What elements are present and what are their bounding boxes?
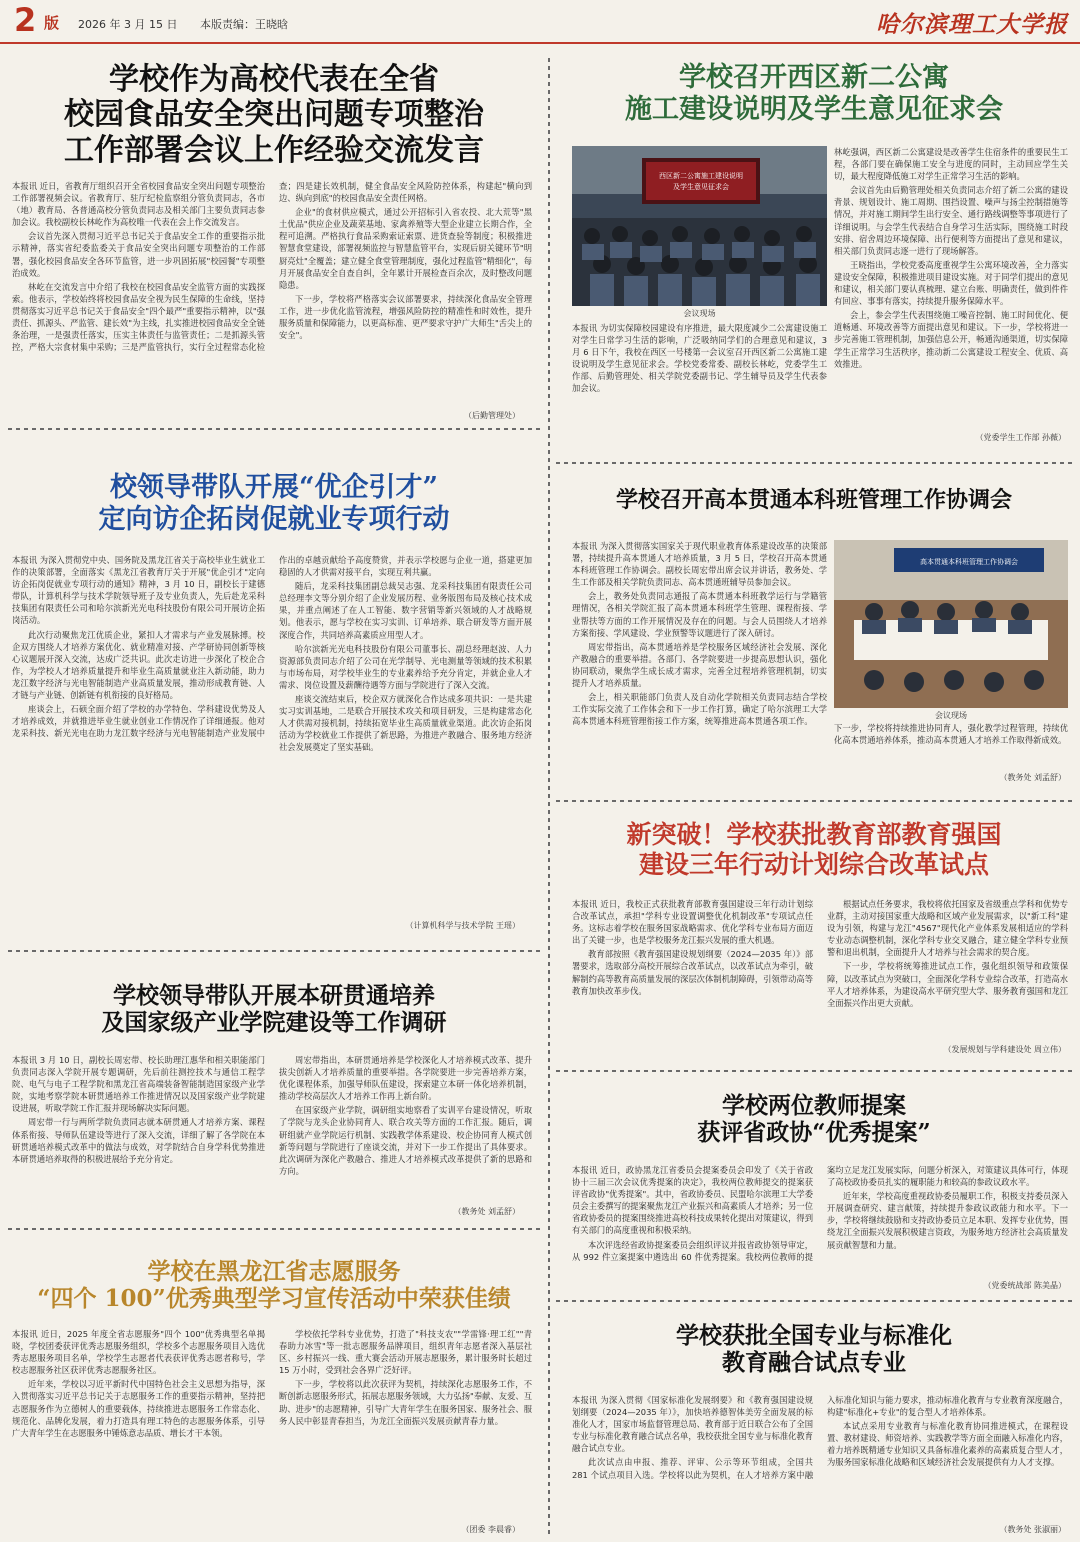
page-label: 版 [44,14,60,32]
a5-title-line: 建设三年行动计划综合改革试点 [638,849,989,879]
a5-title-line: 新突破！学校获批教育部教育强国 [626,820,1002,849]
a5-title [556,820,1072,879]
a9-title-line: 教育融合试点专业 [722,1349,906,1377]
meeting-photo [834,540,1068,708]
a3-title [10,472,538,536]
separator [8,950,542,952]
a2-paragraph: 会上，参会学生代表围绕施工噪音控制、施工时间优化、便道畅通、环境改善等方面提出意见和建议。下一步，学校将进一步完善施工管理机制，加强信息公开，畅通沟通渠道，切实保障学生正常学习生活秩序，推动新二公寓建设工程安全、优质、高效推进。 [834,310,1068,369]
a4-paragraph: 下一步，学校将持续推进协同育人，强化教学过程管理，持续优化高本贯通培养体系，推动高本贯通人才培养工作取得新成效。 [834,723,1068,746]
a4-paragraph: 本报讯 为深入贯彻落实国家关于现代职业教育体系建设改革的决策部署，持续提升高本贯通人才培养质量，3 月 5 日，学校召开高本贯通本科班管理工作协调会。副校长周宏带出席会议并讲话，教务处、学生工作部及相关学院负责同志、高本贯通班辅导员参加会议。 [572,541,827,588]
a1-paragraph: 本报讯 近日，省教育厅组织召开全省校园食品安全突出问题专项整治工作部署视频会议。省教育厅、驻厅纪检监察组分管负责同志，各市（地）教育局、各普通高校分管负责同志及相关部门主要负责同志参加会议。我校副校长林屹作为高校唯一代表在会上作交流发言。 [12,181,265,228]
a9-body [572,1394,1068,1518]
a1-title-line: 工作部署会议上作经验交流发言 [64,132,484,168]
a2-photo [572,146,827,306]
a7-paragraph: 本次评选经省政协提案委员会组织评议并报省政协领导审定，从 992 件立案提案中遴选出 60 件优秀提案。我校两位教师的提案均立足龙江发展实际，问题分析深入，对策建议具体可行，体现了高校政协委员扎实的履职能力和较高的参政议政水平。 [572,1165,1068,1262]
a1-paragraph: 林屹在交流发言中介绍了我校在校园食品安全监管方面的实践探索。他表示，学校始终将校园食品安全视为民生保障的生命线，坚持贯彻落实习近平总书记关于食品安全"四个最严"重要指示精神，以"强责任、抓源头、严监管、建长效"为主线，扎实推进校园食品安全全链条治理，一是强责任落实，压实主体责任与监管责任；二是抓源头管控，严格大宗食材集中采购；三是严监管执行，实行全过程常态化检查；四是建长效机制，健全食品安全风险防控体系，构建起"横向到边、纵向到底"的校园食品安全责任网格。 [12,181,532,353]
a3-title-line: 校领导带队开展“优企引才” [109,472,439,503]
a6-signature: （教务处 刘孟舒） [453,1207,520,1216]
separator [8,428,542,430]
a3-paragraph: 随后，龙采科技集团副总裁吴志强、龙采科技集团有限责任公司总经理李文等分别介绍了企业发展历程、业务版图布局及核心技术成果，并重点阐述了在人工智能、数字营销等新兴领域的人才战略规划。他表示，愿与学校在实习实训、订单培养、联合研发等方面开展深度合作，共同培养高素质应用型人才。 [279,581,532,640]
a1-paragraph: 企业"的食材供应模式，通过公开招标引入省农投、北大荒等"黑土优品"供应企业及蔬菜基地、家禽养殖等大型企业建立长期合作，全程可追溯。严格执行食品采购索证索票、进货查验等制度；积极推进智慧食堂建设，部署视频监控与智慧监管平台，实现后厨关键环节"明厨亮灶"全覆盖；建立健全食堂管理制度，强化过程监管"精细化"，每月开展食品安全自查自纠，全年累计开展检查百余次，及时整改问题隐患。 [279,207,532,290]
editor-credit: 本版责编：王晓晗 [200,18,288,31]
a4-photo-caption: 会议现场 [935,711,967,720]
a8-signature: （团委 李晨睿） [461,1525,520,1534]
a7-paragraph: 本报讯 近日，政协黑龙江省委员会提案委员会印发了《关于省政协十三届三次会议优秀提案的决定》，我校两位教师提交的提案获评省政协"优秀提案"。其中，省政协委员、民盟哈尔滨理工大学委员会主委撰写的提案聚焦龙江产业振兴和高素质人才培养；另一位省政协委员的提案围绕推进高校科技成果转化提出对策建议，得到有关部门的高度重视和积极采纳。 [572,1165,813,1236]
a9-signature: （教务处 张淑丽） [999,1525,1066,1534]
a5-paragraph: 下一步，学校将统筹推进试点工作，强化组织领导和政策保障，以改革试点为突破口，全面深化学科专业综合改革，打造高水平人才培养体系，为建设高水平研究型大学、服务教育强国和龙江全面振兴作出更大贡献。 [827,961,1068,1008]
a7-paragraph: 近年来，学校高度重视政协委员履职工作，积极支持委员深入开展调查研究、建言献策，持续提升参政议政能力和水平。下一步，学校将继续鼓励和支持政协委员立足本职、发挥专业优势，围绕龙江全面振兴发展积极建言资政，为服务地方经济社会高质量发展贡献智慧和力量。 [827,1191,1068,1250]
a4-body-left [572,540,827,756]
photo-banner-line: 及学生意见征求会 [673,183,729,191]
a2-paragraph: 会议首先由后勤管理处相关负责同志介绍了新二公寓的建设背景、规划设计、施工周期、围挡设置、噪声与扬尘控制措施等情况，并对施工期间学生出行安全、通行路线调整等事项进行了详细说明。与会学生代表结合自身学习生活实际，围绕施工时段安排、宿舍周边环境保障、出行便利等方面提出了意见和建议，相关部门负责同志逐一进行了现场解答。 [834,185,1068,256]
a4-paragraph: 会上，相关职能部门负责人及自动化学院相关负责同志结合学校工作实际交流了工作体会和下一步工作打算，确定了哈尔滨理工大学高本贯通本科班管理衔接工作方案，统筹推进高本贯通各项工作。 [572,692,827,727]
photo-banner-line: 高本贯通本科班管理工作协调会 [920,558,1018,566]
a2-photo-caption: 会议现场 [683,309,716,318]
a2-signature: （党委学生工作部 孙薇） [975,433,1066,442]
a8-title [10,1258,538,1312]
a6-body [12,1054,532,1202]
a5-body [572,898,1068,1048]
separator [556,800,1072,802]
a3-paragraph: 座谈交流结束后，校企双方就深化合作达成多项共识：一是共建实习实训基地，二是联合开展技术攻关和项目研发，三是构建常态化人才供需对接机制，持续拓宽毕业生高质量就业渠道。此次访企拓岗活动为学校就业工作提供了新思路，为推进产教融合、服务地方经济社会发展奠定了坚实基础。 [279,694,532,753]
a6-paragraph: 本报讯 3 月 10 日，副校长周宏带、校长助理江惠华和相关职能部门负责同志深入学院开展专题调研，先后前往测控技术与通信工程学院、电气与电子工程学院和黑龙江省高端装备智能制造国家级产业学院，实地考察学院本研贯通培养工作推进情况以及国家级产业学院建设进展，听取学院工作汇报并现场解决实际问题。 [12,1055,265,1114]
separator [556,462,1072,464]
a1-paragraph: 下一步，学校将严格落实会议部署要求，持续深化食品安全管理工作，进一步优化监管流程，增强风险防控的精准性和时效性，提升服务质量和保障能力，以更高标准、更严要求守护广大师生"舌尖上的安全"。 [279,293,532,341]
a4-signature: （教务处 刘孟舒） [999,773,1066,782]
a1-title [10,62,538,168]
a4-photo [834,540,1068,708]
a2-body-left [572,322,827,442]
a6-title-line: 及国家级产业学院建设等工作调研 [101,1009,447,1037]
a3-body [12,554,532,916]
a1-signature: （后勤管理处） [464,411,520,420]
column-divider [548,58,550,1536]
a7-body [572,1164,1068,1276]
separator [556,1300,1072,1302]
a5-paragraph: 根据试点任务要求，我校将依托国家及省级重点学科和优势专业群，主动对接国家重大战略和区域产业发展需求，以"新工科"建设为引领，构建与龙江"4567"现代化产业体系发展相适应的学科专业动态调整机制，深化学科专业交叉融合，建立健全学科专业预警和退出机制，全面提升人才培养与社会需求的契合度。 [827,899,1068,958]
a5-signature: （发展规划与学科建设处 周立伟） [943,1045,1066,1054]
a3-signature: （计算机科学与技术学院 王瑶） [405,921,520,930]
a1-body [12,180,532,412]
a2-title-line: 学校召开西区新二公寓 [679,62,949,93]
a3-paragraph: 哈尔滨新光光电科技股份有限公司董事长、副总经理赵波、人力资源部负责同志介绍了公司在光学制导、光电测量等领域的技术积累与市场布局，对学校毕业生的专业素养给予充分肯定，并就企业人才需求、岗位设置及薪酬待遇等方面与学院进行了深入交流。 [279,643,532,690]
a4-body-right [834,722,1068,768]
a8-paragraph: 学校依托学科专业优势，打造了"科技支农""学雷锋·理工红""青春助力冰雪"等一批志愿服务品牌项目，组织青年志愿者深入基层社区、乡村振兴一线、重大赛会活动开展志愿服务，累计服务时长超过 15 万小时，受到社会各界广泛好评。 [279,1329,532,1376]
a6-paragraph: 周宏带一行与两所学院负责同志就本研贯通人才培养方案、课程体系衔接、导师队伍建设等进行了深入交流，详细了解了各学院在本研贯通培养模式改革中的做法与成效，对学院结合自身学科优势推进本研贯通培养取得的积极进展给予充分肯定。 [12,1117,265,1164]
a3-title-line: 定向访企拓岗促就业专项行动 [98,503,450,535]
a8-body [12,1328,532,1518]
a4-title [556,488,1072,514]
a2-body-right [834,146,1068,428]
page-number: 2 [14,1,37,39]
page-header [0,0,1080,44]
a2-title-line: 施工建设说明及学生意见征求会 [625,93,1003,125]
a7-title [556,1092,1072,1146]
a4-title-line: 学校召开高本贯通本科班管理工作协调会 [615,487,1012,513]
a8-title-line: 学校在黑龙江省志愿服务 [147,1258,401,1285]
a7-title-line: 学校两位教师提案 [722,1092,906,1119]
a8-paragraph: 下一步，学校将以此次获评为契机，持续深化志愿服务工作，不断创新志愿服务形式，拓展志愿服务领域，大力弘扬"奉献、友爱、互助、进步"的志愿精神，引导广大青年学生在服务国家、服务社会、服务人民中彰显青春担当，为龙江全面振兴发展贡献青春力量。 [279,1379,532,1426]
a7-signature: （党委统战部 陈美晶） [983,1281,1066,1290]
separator [556,1070,1072,1072]
a4-paragraph: 周宏带指出，高本贯通培养是学校服务区域经济社会发展、深化产教融合的重要举措。各部门、各学院要进一步提高思想认识，强化协同联动，聚焦学生成长成才需求，完善全过程培养管理机制，切实提升人才培养质量。 [572,641,827,689]
a3-paragraph: 此次行动聚焦龙江优质企业，紧扣人才需求与产业发展脉搏。校企双方围绕人才培养方案优化、就业精准对接、产学研协同创新等核心议题展开深入交流，达成广泛共识。此次走访进一步深化了校企合作，为学校人才培养质量提升和毕业生高质量就业注入新动能，助力龙江数字经济与光电智能制造产业高质量发展，推动形成教育链、人才链与产业链、创新链有机衔接的良好格局。 [12,629,265,701]
a4-paragraph: 会上，教务处负责同志通报了高本贯通本科班教学运行与学籍管理情况，各相关学院汇报了高本贯通本科班学生管理、课程衔接、学业帮扶等方面的工作开展情况及存在的问题。与会人员围绕人才培养方案衔接、学风建设、学业预警等议题进行了深入研讨。 [572,591,827,638]
a8-paragraph: 近年来，学校以习近平新时代中国特色社会主义思想为指导，深入贯彻落实习近平总书记关于志愿服务工作的重要指示精神，坚持把志愿服务作为立德树人的重要载体，持续推进志愿服务工作常态化、规范化、品牌化发展，着力打造具有理工特色的志愿服务体系，引导广大青年学生在志愿服务中锤炼意志品质、增长才干本领。 [12,1379,265,1438]
a5-paragraph: 教育部按照《教育强国建设规划纲要（2024—2035 年）》部署要求，选取部分高校开展综合改革试点，以改革试点为牵引，破解制约高等教育高质量发展的深层次体制机制障碍，引领带动高等教育加快改革步伐。 [572,949,813,996]
a1-title-line: 校园食品安全突出问题专项整治 [64,97,484,133]
issue-date: 2026 年 3 月 15 日 [78,18,178,31]
a3-paragraph: 座谈会上，石硕全面介绍了学校的办学特色、学科建设优势及人才培养成效，并就推进毕业生就业创业工作情况作了详细通报。他对龙采科技、新光光电在助力龙江数字经济与光电智能制造产业发展中作出的卓越贡献给予高度赞赏，并表示学校愿与企业一道，搭建更加稳固的人才供需对接平台，实现互利共赢。 [12,555,532,739]
a2-title [556,62,1072,126]
a9-title-line: 学校获批全国专业与标准化 [676,1322,952,1349]
a6-title [10,982,538,1036]
a2-paragraph: 王晓指出，学校党委高度重视学生公寓环境改善，全力落实建设安全保障，积极推进项目建设实施。对于同学们提出的意见和建议，相关部门要认真梳理、建立台账、明确责任，做到件件有回应、事事有落实，持续提升服务保障水平。 [834,259,1068,307]
a6-title-line: 学校领导带队开展本研贯通培养 [113,982,435,1009]
a1-paragraph: 会议首先深入贯彻习近平总书记关于食品安全工作的重要指示批示精神，落实省纪委监委关于食品安全突出问题专项整治的工作部署，强化校园食品安全各环节监管，进一步巩固拓展"校园餐"专项整治成效。 [12,231,265,278]
masthead: 哈尔滨理工大学报 [876,12,1068,38]
a2-paragraph: 本报讯 为切实保障校园建设有序推进，最大限度减少二公寓建设施工对学生日常学习生活的影响，广泛吸纳同学们的合理意见和建议，3 月 6 日下午，我校在西区一号楼第一会议室召开西区新二公寓施工建设说明及学生意见征求会。学校党委常委、副校长林屹，党委学生工作部、后勤管理处、相关学院党委副书记、学生辅导员及学生代表参加会议。 [572,323,827,394]
meeting-photo [572,146,827,306]
a3-paragraph: 本报讯 为深入贯彻党中央、国务院及黑龙江省关于高校毕业生就业工作的决策部署，全面落实《黑龙江省教育厅关于开展"优企引才"定向访企拓岗促就业专项行动的通知》精神，3 月 10 日，副校长于建德带队，计算机科学与技术学院领导班子及专业负责人，先后赴龙采科技集团有限责任公司和哈尔滨新光光电科技股份有限公司开展访企拓岗活动。 [12,555,265,626]
separator [8,1228,542,1230]
a9-paragraph: 本报讯 为深入贯彻《国家标准化发展纲要》和《教育强国建设规划纲要（2024—2035 年）》，加快培养德智体美劳全面发展的标准化人才，国家市场监督管理总局、教育部于近日联合公布了全国专业与标准化教育融合试点名单，我校获批全国专业与标准化教育融合试点专业。 [572,1395,813,1454]
photo-banner-line: 西区新二公寓施工建设说明 [659,172,743,180]
a9-paragraph: 本试点采用专业教育与标准化教育协同推进模式，在课程设置、教材建设、师资培养、实践教学等方面全面融入标准化内容，着力培养既精通专业知识又具备标准化素养的高素质复合型人才，为服务国家标准化战略和区域经济社会发展提供有力人才支撑。 [827,1421,1068,1468]
a8-title-line: “四个 100”优秀典型学习宣传活动中荣获佳绩 [37,1285,511,1313]
a9-paragraph: 此次试点由申报、推荐、评审、公示等环节组成，全国共 281 个试点项目入选。学校将以此为契机，在人才培养方案中融入标准化知识与能力要求，推动标准化教育与专业教育深度融合，构建"标准化+专业"的复合型人才培养体系。 [572,1395,1068,1480]
a5-paragraph: 本报讯 近日，我校正式获批教育部教育强国建设三年行动计划综合改革试点，承担"学科专业设置调整优化机制改革"专项试点任务。这标志着学校在服务国家战略需求、优化学科专业布局方面迈出了关键一步，也是学校服务龙江振兴发展的重大机遇。 [572,899,813,946]
a2-paragraph: 林屹强调，西区新二公寓建设是改善学生住宿条件的重要民生工程，各部门要在确保施工安全与进度的同时，主动回应学生关切，最大程度降低施工对学生正常学习生活的影响。 [834,147,1068,182]
a1-title-line: 学校作为高校代表在全省 [109,62,439,97]
a8-paragraph: 本报讯 近日，2025 年度全省志愿服务"四个 100"优秀典型名单揭晓，学校团委获评优秀志愿服务组织，学校多个志愿服务项目入选优秀志愿服务项目名单，学校学生志愿者代表获评优秀志愿者称号，学校志愿服务社区获评优秀志愿服务社区。 [12,1329,265,1376]
a9-title [556,1322,1072,1376]
a6-paragraph: 在国家级产业学院，调研组实地察看了实训平台建设情况，听取了学院与龙头企业协同育人、联合攻关等方面的工作汇报。随后，调研组就产业学院运行机制、实践教学体系建设、校企协同育人模式创新等问题与学院进行了座谈交流，并对下一步工作提出了具体要求。此次调研为深化产教融合、推进人才培养模式改革提供了新的思路和方向。 [279,1105,532,1176]
a6-paragraph: 周宏带指出，本研贯通培养是学校深化人才培养模式改革、提升拔尖创新人才培养质量的重要举措。各学院要进一步完善培养方案，优化课程体系，加强导师队伍建设，探索建立本研一体化培养机制，推动学校高层次人才培养工作再上新台阶。 [279,1055,532,1102]
a7-title-line: 获评省政协“优秀提案” [697,1119,931,1147]
